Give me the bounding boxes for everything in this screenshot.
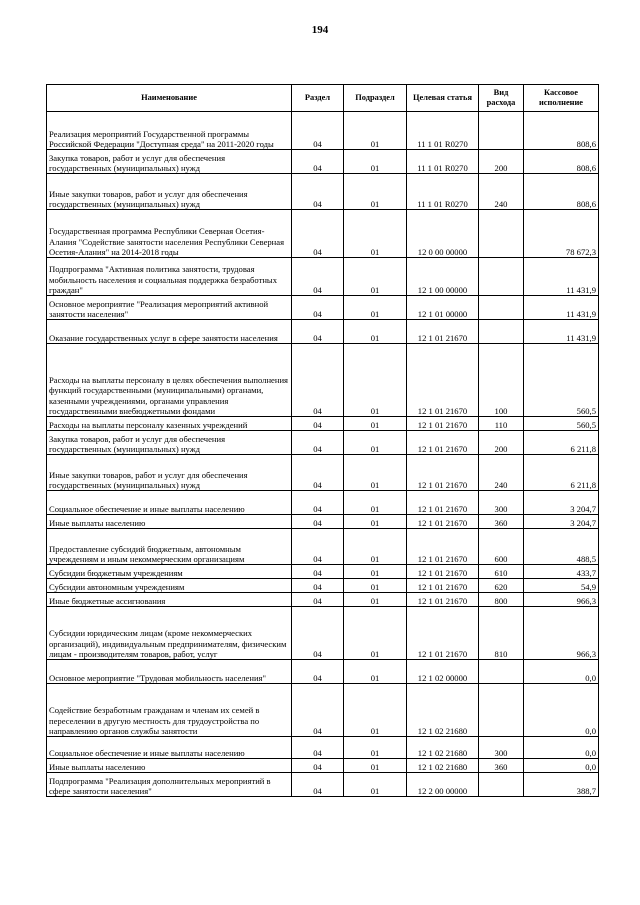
cell-vid: 200	[479, 431, 524, 455]
cell-razdel: 04	[292, 296, 344, 320]
cell-name: Государственная программа Республики Северная Осетия-Алания "Содействие занятости населения Республики Северная Осетия-Алания" на 2014-2018 годы	[47, 210, 292, 258]
cell-vid	[479, 258, 524, 296]
cell-amount: 0,0	[524, 660, 599, 684]
table-row	[47, 210, 599, 258]
cell-vid	[479, 660, 524, 684]
cell-amount: 388,7	[524, 773, 599, 797]
table-row	[47, 607, 599, 660]
cell-name: Субсидии автономным учреждениям	[47, 579, 292, 593]
cell-podrazdel: 01	[344, 112, 407, 150]
cell-amount: 11 431,9	[524, 296, 599, 320]
header-razdel: Раздел	[292, 85, 344, 112]
cell-vid: 200	[479, 150, 524, 174]
cell-amount: 966,3	[524, 593, 599, 607]
cell-podrazdel: 01	[344, 417, 407, 431]
table-row	[47, 579, 599, 593]
cell-razdel: 04	[292, 773, 344, 797]
cell-amount: 54,9	[524, 579, 599, 593]
table-row	[47, 660, 599, 684]
cell-name: Социальное обеспечение и иные выплаты населению	[47, 491, 292, 515]
cell-podrazdel: 01	[344, 737, 407, 759]
cell-amount: 0,0	[524, 737, 599, 759]
cell-name: Основное мероприятие "Реализация мероприятий активной занятости населения"	[47, 296, 292, 320]
cell-vid: 100	[479, 344, 524, 417]
cell-vid: 620	[479, 579, 524, 593]
header-vid: Вид расхода	[479, 85, 524, 112]
cell-vid: 240	[479, 174, 524, 210]
table-row	[47, 491, 599, 515]
cell-statya: 12 1 02 21680	[407, 684, 479, 737]
cell-statya: 12 1 02 21680	[407, 737, 479, 759]
cell-podrazdel: 01	[344, 210, 407, 258]
cell-podrazdel: 01	[344, 773, 407, 797]
cell-vid	[479, 773, 524, 797]
cell-name: Реализация мероприятий Государственной программы Российской Федерации "Доступная среда" на 2011-2020 годы	[47, 112, 292, 150]
cell-statya: 12 2 00 00000	[407, 773, 479, 797]
cell-razdel: 04	[292, 759, 344, 773]
cell-statya: 12 1 01 21670	[407, 565, 479, 579]
cell-name: Содействие безработным гражданам и членам их семей в переселении в другую местность для трудоустройства по направлению органов службы занятости	[47, 684, 292, 737]
cell-vid	[479, 210, 524, 258]
cell-vid: 240	[479, 455, 524, 491]
cell-statya: 11 1 01 R0270	[407, 150, 479, 174]
cell-name: Расходы на выплаты персоналу казенных учреждений	[47, 417, 292, 431]
cell-razdel: 04	[292, 455, 344, 491]
cell-razdel: 04	[292, 737, 344, 759]
cell-statya: 12 1 01 21670	[407, 515, 479, 529]
cell-statya: 12 1 01 00000	[407, 296, 479, 320]
table-body	[47, 112, 599, 797]
cell-statya: 11 1 01 R0270	[407, 112, 479, 150]
cell-razdel: 04	[292, 344, 344, 417]
cell-amount: 3 204,7	[524, 491, 599, 515]
cell-name: Субсидии бюджетным учреждениям	[47, 565, 292, 579]
cell-amount: 3 204,7	[524, 515, 599, 529]
cell-podrazdel: 01	[344, 344, 407, 417]
table-row	[47, 759, 599, 773]
cell-amount: 808,6	[524, 112, 599, 150]
cell-name: Иные бюджетные ассигнования	[47, 593, 292, 607]
table-row	[47, 515, 599, 529]
table-row	[47, 344, 599, 417]
cell-vid: 800	[479, 593, 524, 607]
table-row	[47, 773, 599, 797]
cell-razdel: 04	[292, 174, 344, 210]
cell-statya: 12 1 01 21670	[407, 320, 479, 344]
cell-podrazdel: 01	[344, 607, 407, 660]
cell-podrazdel: 01	[344, 431, 407, 455]
cell-vid: 810	[479, 607, 524, 660]
cell-razdel: 04	[292, 258, 344, 296]
header-statya: Целевая статья	[407, 85, 479, 112]
table-row	[47, 112, 599, 150]
cell-statya: 12 1 01 21670	[407, 607, 479, 660]
cell-razdel: 04	[292, 417, 344, 431]
cell-statya: 12 1 01 21670	[407, 344, 479, 417]
cell-vid: 300	[479, 491, 524, 515]
cell-podrazdel: 01	[344, 258, 407, 296]
cell-podrazdel: 01	[344, 759, 407, 773]
cell-podrazdel: 01	[344, 150, 407, 174]
table-header-row	[47, 85, 599, 112]
cell-razdel: 04	[292, 491, 344, 515]
cell-name: Предоставление субсидий бюджетным, автономным учреждениям и иным некоммерческим организациям	[47, 529, 292, 565]
cell-razdel: 04	[292, 565, 344, 579]
cell-vid	[479, 684, 524, 737]
cell-statya: 12 1 01 21670	[407, 431, 479, 455]
cell-amount: 433,7	[524, 565, 599, 579]
cell-podrazdel: 01	[344, 491, 407, 515]
cell-statya: 12 1 01 21670	[407, 593, 479, 607]
cell-podrazdel: 01	[344, 174, 407, 210]
page-number: 194	[311, 24, 329, 36]
table-row	[47, 320, 599, 344]
cell-amount: 11 431,9	[524, 258, 599, 296]
cell-razdel: 04	[292, 112, 344, 150]
cell-name: Иные выплаты населению	[47, 759, 292, 773]
cell-amount: 560,5	[524, 344, 599, 417]
cell-vid: 110	[479, 417, 524, 431]
cell-razdel: 04	[292, 320, 344, 344]
cell-statya: 12 1 01 21670	[407, 417, 479, 431]
cell-podrazdel: 01	[344, 455, 407, 491]
cell-razdel: 04	[292, 660, 344, 684]
budget-table	[46, 84, 599, 797]
table-row	[47, 455, 599, 491]
cell-name: Подпрограмма "Реализация дополнительных мероприятий в сфере занятости населения"	[47, 773, 292, 797]
cell-podrazdel: 01	[344, 660, 407, 684]
table-row	[47, 565, 599, 579]
cell-amount: 808,6	[524, 150, 599, 174]
header-amount: Кассовое исполнение	[524, 85, 599, 112]
cell-vid: 600	[479, 529, 524, 565]
cell-name: Иные выплаты населению	[47, 515, 292, 529]
cell-amount: 0,0	[524, 684, 599, 737]
table-row	[47, 417, 599, 431]
cell-name: Оказание государственных услуг в сфере занятости населения	[47, 320, 292, 344]
table-row	[47, 529, 599, 565]
table-row	[47, 296, 599, 320]
cell-podrazdel: 01	[344, 565, 407, 579]
cell-razdel: 04	[292, 150, 344, 174]
cell-statya: 12 1 01 21670	[407, 491, 479, 515]
cell-podrazdel: 01	[344, 320, 407, 344]
cell-statya: 12 0 00 00000	[407, 210, 479, 258]
header-name: Наименование	[47, 85, 292, 112]
cell-vid: 610	[479, 565, 524, 579]
cell-amount: 6 211,8	[524, 455, 599, 491]
cell-statya: 12 1 02 00000	[407, 660, 479, 684]
table-row	[47, 593, 599, 607]
cell-statya: 11 1 01 R0270	[407, 174, 479, 210]
cell-amount: 6 211,8	[524, 431, 599, 455]
cell-name: Субсидии юридическим лицам (кроме некоммерческих организаций), индивидуальным предпринимателям, физическим лицам - производителям товаров, работ, услуг	[47, 607, 292, 660]
cell-razdel: 04	[292, 529, 344, 565]
cell-vid: 300	[479, 737, 524, 759]
cell-vid: 360	[479, 759, 524, 773]
cell-razdel: 04	[292, 579, 344, 593]
cell-name: Закупка товаров, работ и услуг для обеспечения государственных (муниципальных) нужд	[47, 431, 292, 455]
table-row	[47, 684, 599, 737]
cell-podrazdel: 01	[344, 296, 407, 320]
cell-amount: 488,5	[524, 529, 599, 565]
cell-statya: 12 1 01 21670	[407, 529, 479, 565]
cell-razdel: 04	[292, 684, 344, 737]
header-podrazdel: Подраздел	[344, 85, 407, 112]
cell-podrazdel: 01	[344, 579, 407, 593]
cell-name: Иные закупки товаров, работ и услуг для обеспечения государственных (муниципальных) нужд	[47, 174, 292, 210]
cell-amount: 11 431,9	[524, 320, 599, 344]
cell-amount: 808,6	[524, 174, 599, 210]
cell-name: Расходы на выплаты персоналу в целях обеспечения выполнения функций государственными (муниципальными) органами, казенными учреждениями, органами управления государственными внебюджетными фондами	[47, 344, 292, 417]
cell-vid: 360	[479, 515, 524, 529]
cell-statya: 12 1 00 00000	[407, 258, 479, 296]
cell-razdel: 04	[292, 210, 344, 258]
table-row	[47, 737, 599, 759]
cell-statya: 12 1 02 21680	[407, 759, 479, 773]
cell-statya: 12 1 01 21670	[407, 455, 479, 491]
cell-name: Подпрограмма "Активная политика занятости, трудовая мобильность населения и социальная поддержка безработных граждан"	[47, 258, 292, 296]
cell-statya: 12 1 01 21670	[407, 579, 479, 593]
cell-amount: 0,0	[524, 759, 599, 773]
cell-amount: 78 672,3	[524, 210, 599, 258]
table-row	[47, 431, 599, 455]
cell-name: Иные закупки товаров, работ и услуг для обеспечения государственных (муниципальных) нужд	[47, 455, 292, 491]
cell-podrazdel: 01	[344, 529, 407, 565]
table-row	[47, 174, 599, 210]
cell-razdel: 04	[292, 515, 344, 529]
cell-vid	[479, 320, 524, 344]
cell-name: Социальное обеспечение и иные выплаты населению	[47, 737, 292, 759]
cell-razdel: 04	[292, 593, 344, 607]
cell-razdel: 04	[292, 607, 344, 660]
cell-name: Основное мероприятие "Трудовая мобильность населения"	[47, 660, 292, 684]
cell-razdel: 04	[292, 431, 344, 455]
table-row	[47, 258, 599, 296]
cell-podrazdel: 01	[344, 515, 407, 529]
cell-name: Закупка товаров, работ и услуг для обеспечения государственных (муниципальных) нужд	[47, 150, 292, 174]
cell-vid	[479, 112, 524, 150]
cell-podrazdel: 01	[344, 593, 407, 607]
cell-amount: 560,5	[524, 417, 599, 431]
cell-vid	[479, 296, 524, 320]
table-row	[47, 150, 599, 174]
cell-podrazdel: 01	[344, 684, 407, 737]
cell-amount: 966,3	[524, 607, 599, 660]
